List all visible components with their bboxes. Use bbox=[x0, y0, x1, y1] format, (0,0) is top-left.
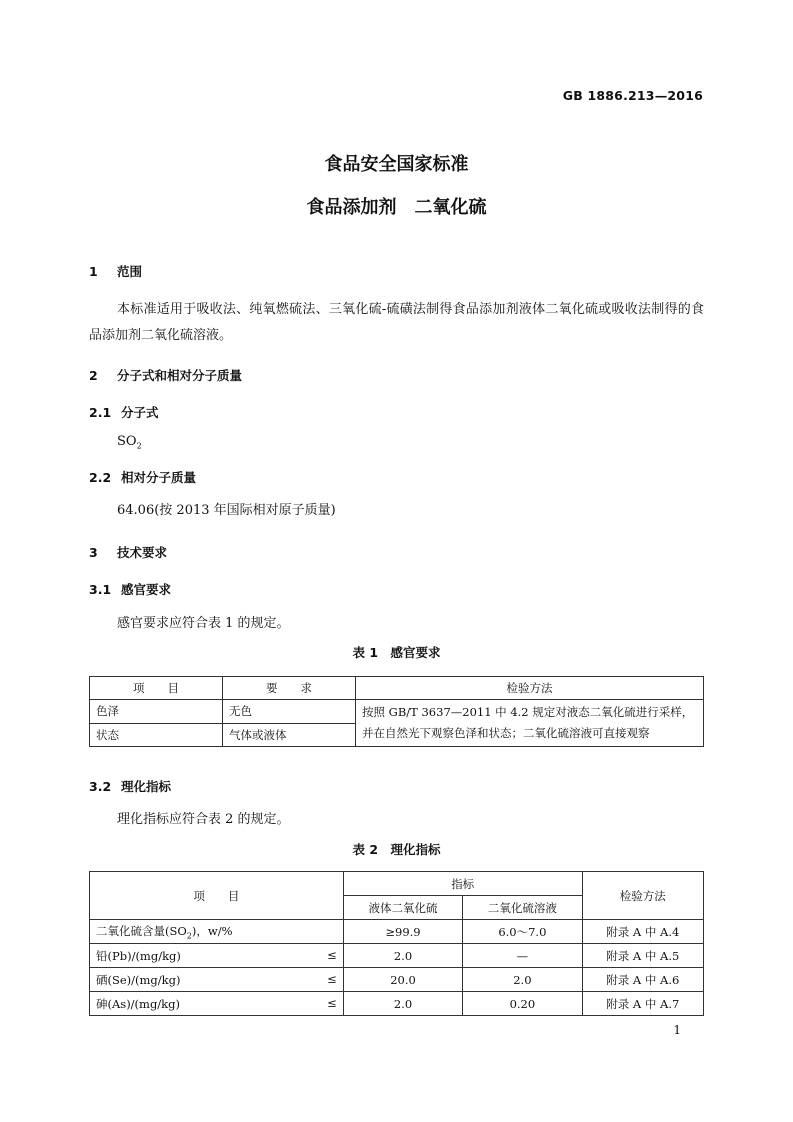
item-text-suffix: )，w/% bbox=[191, 923, 233, 938]
table-row bbox=[90, 992, 704, 1016]
section-number: 2.2 bbox=[89, 470, 112, 485]
table-2 bbox=[89, 871, 704, 1016]
section-3-2-heading bbox=[89, 777, 171, 795]
table-header-cell: 指标 bbox=[343, 872, 582, 896]
table-cell: 附录 A 中 A.5 bbox=[582, 944, 703, 968]
section-title: 范围 bbox=[117, 264, 143, 279]
section-number: 2.1 bbox=[89, 405, 112, 420]
section-3-1-text: 感官要求应符合表 1 的规定。 bbox=[117, 616, 290, 631]
table-header-cell: 项 目 bbox=[90, 872, 344, 920]
section-2-2-heading bbox=[89, 468, 196, 486]
section-title: 技术要求 bbox=[117, 545, 168, 560]
limit-sign: ≤ bbox=[327, 995, 337, 1010]
table-cell-item bbox=[90, 920, 344, 944]
table-row bbox=[90, 944, 704, 968]
section-2-1-heading bbox=[89, 403, 159, 421]
item-text: 二氧化硫含量(SO bbox=[96, 923, 187, 938]
limit-sign: ≤ bbox=[327, 971, 337, 986]
table-cell: — bbox=[463, 944, 582, 968]
section-1-heading bbox=[89, 262, 142, 280]
section-number: 3.2 bbox=[89, 779, 112, 794]
table-cell-item bbox=[90, 968, 344, 992]
table-cell-method: 按照 GB/T 3637—2011 中 4.2 规定对液态二氧化硫进行采样，并在自然光下观察色泽和状态；二氧化硫溶液可直接观察 bbox=[356, 700, 704, 747]
table-row bbox=[90, 700, 704, 724]
section-title: 分子式 bbox=[121, 405, 159, 420]
table-cell-item bbox=[90, 944, 344, 968]
table-header-cell: 二氧化硫溶液 bbox=[463, 896, 582, 920]
table-header-cell: 要 求 bbox=[223, 677, 356, 700]
limit-sign: ≤ bbox=[327, 947, 337, 962]
page-subtitle: 食品添加剂 二氧化硫 bbox=[306, 197, 487, 218]
table-header-cell: 项 目 bbox=[90, 677, 223, 700]
standard-code: GB 1886.213—2016 bbox=[562, 88, 703, 103]
section-title: 感官要求 bbox=[121, 582, 172, 597]
section-2-heading bbox=[89, 366, 242, 384]
table-row bbox=[90, 968, 704, 992]
section-number: 2 bbox=[89, 368, 98, 383]
molecular-mass-text: 64.06(按 2013 年国际相对原子质量) bbox=[117, 503, 336, 518]
table-header-cell: 液体二氧化硫 bbox=[343, 896, 462, 920]
section-number: 3.1 bbox=[89, 582, 112, 597]
section-1-text: 本标准适用于吸收法、纯氧燃硫法、三氧化硫-硫磺法制得食品添加剂液体二氧化硫或吸收法制得的食品添加剂二氧化硫溶液。 bbox=[89, 302, 704, 343]
table-cell: 2.0 bbox=[343, 944, 462, 968]
section-3-2-text: 理化指标应符合表 2 的规定。 bbox=[117, 812, 290, 827]
table-cell: 状态 bbox=[90, 723, 223, 747]
section-3-1-heading bbox=[89, 580, 171, 598]
formula-subscript: 2 bbox=[136, 441, 142, 451]
table-row bbox=[90, 920, 704, 944]
item-subscript: 2 bbox=[186, 931, 192, 941]
table-1 bbox=[89, 676, 704, 747]
table-header-cell: 检验方法 bbox=[582, 872, 703, 920]
table-cell: 2.0 bbox=[463, 968, 582, 992]
table-cell: 6.0～7.0 bbox=[463, 920, 582, 944]
page-title: 食品安全国家标准 bbox=[324, 154, 469, 175]
table-cell: 20.0 bbox=[343, 968, 462, 992]
table-cell: 附录 A 中 A.7 bbox=[582, 992, 703, 1016]
table-cell: 附录 A 中 A.4 bbox=[582, 920, 703, 944]
section-title: 分子式和相对分子质量 bbox=[117, 368, 243, 383]
table-2-caption: 表 2 理化指标 bbox=[352, 842, 441, 857]
table-cell: 无色 bbox=[223, 700, 356, 724]
table-cell: 气体或液体 bbox=[223, 723, 356, 747]
molecular-formula bbox=[117, 434, 142, 451]
table-cell: ≥99.9 bbox=[343, 920, 462, 944]
item-text: 硒(Se)/(mg/kg) bbox=[96, 972, 181, 987]
table-1-caption: 表 1 感官要求 bbox=[352, 645, 441, 660]
section-number: 1 bbox=[89, 264, 98, 279]
item-text: 铅(Pb)/(mg/kg) bbox=[96, 948, 181, 963]
table-cell: 2.0 bbox=[343, 992, 462, 1016]
section-3-heading bbox=[89, 543, 167, 561]
table-header-cell: 检验方法 bbox=[356, 677, 704, 700]
formula-base: SO bbox=[117, 434, 137, 449]
item-text: 砷(As)/(mg/kg) bbox=[96, 996, 180, 1011]
table-cell-item bbox=[90, 992, 344, 1016]
table-cell: 色泽 bbox=[90, 700, 223, 724]
section-title: 理化指标 bbox=[121, 779, 172, 794]
section-title: 相对分子质量 bbox=[121, 470, 197, 485]
table-cell: 0.20 bbox=[463, 992, 582, 1016]
table-cell: 附录 A 中 A.6 bbox=[582, 968, 703, 992]
section-number: 3 bbox=[89, 545, 98, 560]
page-number: 1 bbox=[673, 1023, 681, 1037]
